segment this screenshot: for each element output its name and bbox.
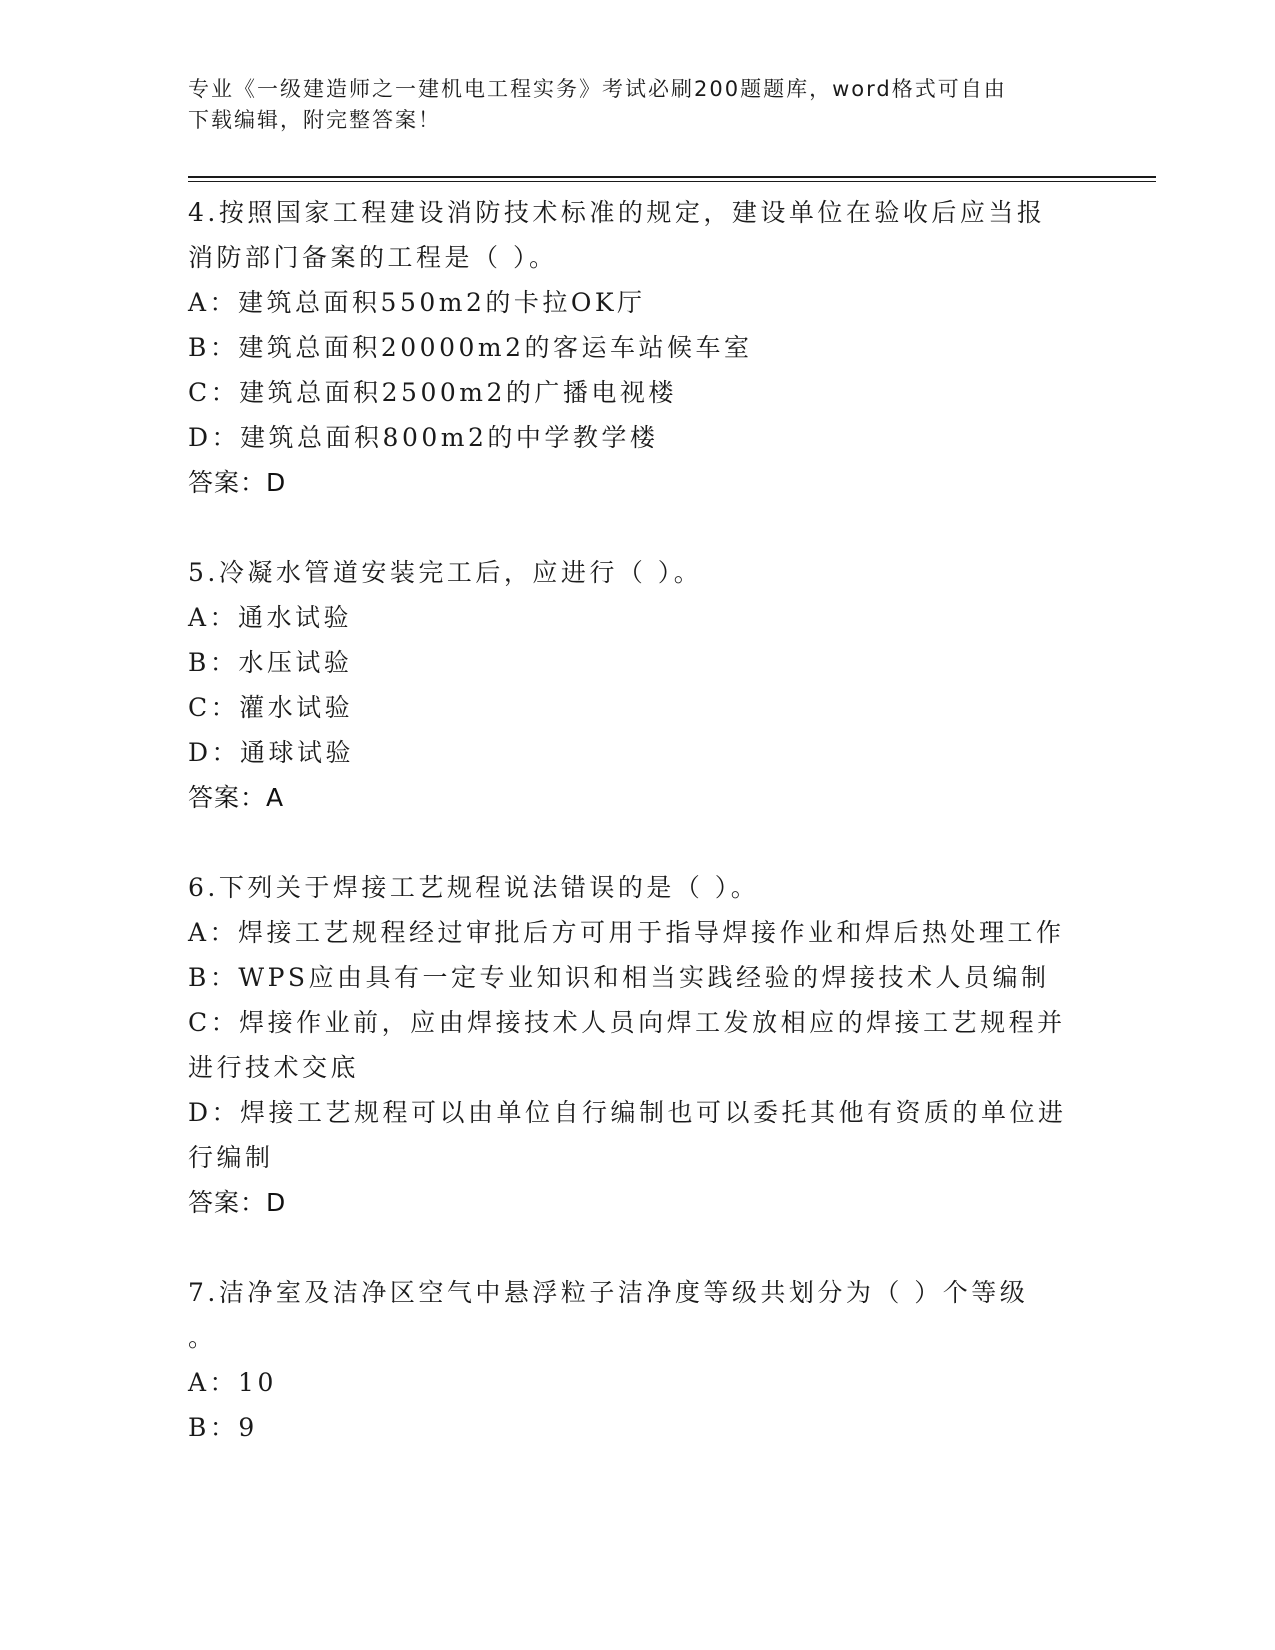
question-stem-line: 4.按照国家工程建设消防技术标准的规定，建设单位在验收后应当报 xyxy=(188,198,1046,227)
question-stem-line: 6.下列关于焊接工艺规程说法错误的是（ ）。 xyxy=(188,873,760,902)
answer-option-line: B：建筑总面积20000m2的客运车站候车室 xyxy=(188,333,753,362)
answer-option-line: D：建筑总面积800m2的中学教学楼 xyxy=(188,423,659,452)
answer-option-line: B：9 xyxy=(188,1413,258,1442)
answer-option-line: A：通水试验 xyxy=(188,603,353,632)
header-line-1: 专业《一级建造师之一建机电工程实务》考试必刷200题题库，word格式可自由 xyxy=(188,77,1007,101)
question-block xyxy=(188,865,1088,1225)
question-block xyxy=(188,550,1088,820)
answer-option-line: 行编制 xyxy=(188,1143,274,1172)
question-stem-line: 消防部门备案的工程是（ ）。 xyxy=(188,243,558,272)
answer-option-line: D：焊接工艺规程可以由单位自行编制也可以委托其他有资质的单位进 xyxy=(188,1098,1067,1127)
question-list xyxy=(188,190,1088,1450)
answer-option-line: A：建筑总面积550m2的卡拉OK厅 xyxy=(188,288,646,317)
document-header xyxy=(188,74,1068,136)
answer-key: 答案：A xyxy=(188,783,285,812)
answer-option-line: C：灌水试验 xyxy=(188,693,354,722)
answer-key: 答案：D xyxy=(188,468,287,497)
question-stem-line: 7.洁净室及洁净区空气中悬浮粒子洁净度等级共划分为（ ）个等级 xyxy=(188,1278,1029,1307)
header-rule-thin xyxy=(188,181,1156,182)
answer-option-line: A：焊接工艺规程经过审批后方可用于指导焊接作业和焊后热处理工作 xyxy=(188,918,1065,947)
answer-option-line: C：建筑总面积2500m2的广播电视楼 xyxy=(188,378,677,407)
question-block xyxy=(188,1270,1088,1450)
answer-key: 答案：D xyxy=(188,1188,287,1217)
answer-option-line: 进行技术交底 xyxy=(188,1053,360,1082)
question-block xyxy=(188,190,1088,505)
question-stem-line: 5.冷凝水管道安装完工后，应进行（ ）。 xyxy=(188,558,703,587)
answer-option-line: C：焊接作业前，应由焊接技术人员向焊工发放相应的焊接工艺规程并 xyxy=(188,1008,1066,1037)
answer-option-line: D：通球试验 xyxy=(188,738,355,767)
question-spacer xyxy=(188,1225,1088,1270)
question-spacer xyxy=(188,505,1088,550)
header-rule-thick xyxy=(188,176,1156,178)
answer-option-line: B：WPS应由具有一定专业知识和相当实践经验的焊接技术人员编制 xyxy=(188,963,1050,992)
answer-option-line: B：水压试验 xyxy=(188,648,353,677)
question-spacer xyxy=(188,820,1088,865)
answer-option-line: A：10 xyxy=(188,1368,277,1397)
question-stem-line: 。 xyxy=(188,1323,217,1352)
header-line-2: 下载编辑，附完整答案！ xyxy=(188,108,441,132)
